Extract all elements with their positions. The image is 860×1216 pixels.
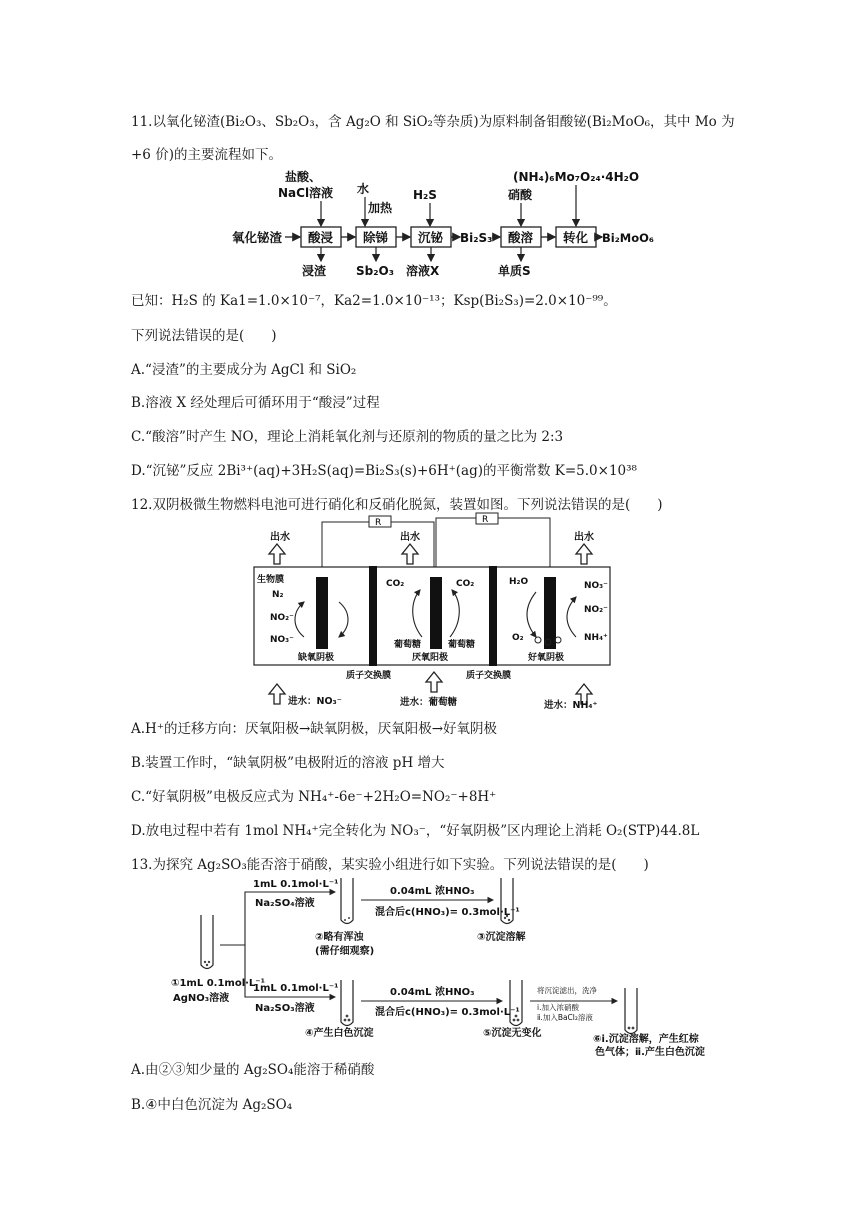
species-n2: N₂ — [272, 590, 284, 600]
resistor-right-label: R — [482, 515, 489, 525]
species-no3-right: NO₃⁻ — [584, 581, 608, 591]
inlet-middle: 进水：葡萄糖 — [400, 697, 458, 708]
flow-bottom-sulfur: 单质S — [498, 264, 531, 278]
q13-option-a: A.由②③知少量的 Ag₂SO₄能溶于稀硝酸 — [131, 1062, 375, 1078]
species-co2-b: CO₂ — [456, 579, 475, 589]
result-2b: (需仔细观察) — [315, 946, 375, 957]
flow-start: 氧化铋渣 — [232, 230, 283, 245]
flow-box-precip-bi: 沉铋 — [418, 230, 444, 245]
q13-experiment-diagram — [165, 870, 725, 1058]
membrane-left: 质子交换膜 — [346, 671, 392, 681]
flow-box-acid-dissolve: 酸溶 — [508, 230, 534, 245]
result-4: ④产生白色沉淀 — [305, 1028, 374, 1039]
bottom-add-conc: 1mL 0.1mol·L⁻¹ — [253, 983, 339, 994]
start-agno3: AgNO₃溶液 — [173, 993, 230, 1004]
filter-step-ii: ⅱ.加入BaCl₂溶液 — [537, 1013, 593, 1022]
flow-mid: Bi₂S₃ — [460, 231, 493, 245]
resistor-left-label: R — [375, 518, 382, 528]
result-6a: ⑥ⅰ.沉淀溶解，产生红棕 — [593, 1034, 699, 1045]
flow-top-hcl: 盐酸、 — [285, 170, 322, 184]
q11-option-d: D.“沉铋”反应 2Bi³⁺(aq)+3H₂S(aq)=Bi₂S₃(s)+6H⁺(ag)的平衡常数 K=5.0×10³⁸ — [131, 463, 637, 479]
species-nh4: NH₄⁺ — [584, 633, 608, 643]
flow-top-h2s: H₂S — [413, 188, 437, 202]
inlet-right: 进水：NH₄⁺ — [544, 700, 598, 711]
species-no2-right: NO₂⁻ — [584, 605, 608, 615]
outlet-left: 出水 — [270, 532, 290, 543]
electrode-aerobic-cathode: 好氧阴极 — [528, 653, 565, 663]
flow-box-remove-sb: 除锑 — [363, 230, 389, 245]
flow-top-hno3: 硝酸 — [508, 188, 533, 202]
bottom-acid-amount: 0.04mL 浓HNO₃ — [390, 987, 475, 998]
q11-flowchart — [230, 165, 654, 283]
flow-bottom-solution-x: 溶液X — [406, 264, 440, 278]
species-no2-left: NO₂⁻ — [270, 613, 294, 623]
electrode-anoxic-cathode: 缺氧阴极 — [298, 653, 335, 663]
result-2a: ②略有浑浊 — [315, 932, 364, 943]
bottom-add-na2so3: Na₂SO₃溶液 — [255, 1003, 315, 1014]
species-o2: O₂ — [512, 633, 524, 643]
flow-box-convert: 转化 — [563, 230, 589, 245]
result-6b: 色气体；ⅱ.产生白色沉淀 — [595, 1047, 705, 1058]
bottom-acid-conc: 混合后c(HNO₃)= 0.3mol·L⁻¹ — [375, 1007, 520, 1018]
biofilm-label: 生物膜 — [257, 575, 285, 585]
q11-option-b: B.溶液 X 经处理后可循环用于“酸浸”过程 — [131, 395, 380, 411]
flow-top-nacl: NaCl溶液 — [278, 186, 334, 200]
q11-question: 下列说法错误的是( ) — [131, 328, 277, 344]
q11-stem-line2: +6 价)的主要流程如下。 — [131, 147, 282, 163]
species-co2-a: CO₂ — [386, 579, 405, 589]
flow-bottom-residue: 浸渣 — [302, 264, 327, 278]
q11-option-a: A.“浸渣”的主要成分为 AgCl 和 SiO₂ — [131, 362, 357, 378]
species-glucose-a: 葡萄糖 — [394, 640, 422, 650]
flow-end: Bi₂MoO₆ — [602, 231, 654, 245]
q12-option-d: D.放电过程中若有 1mol NH₄⁺完全转化为 NO₃⁻，“好氧阴极”区内理论上消耗 O₂(STP)44.8L — [131, 823, 700, 839]
top-add-conc: 1mL 0.1mol·L⁻¹ — [253, 879, 339, 890]
start-conc: ①1mL 0.1mol·L⁻¹ — [171, 978, 265, 989]
species-no3-left: NO₃⁻ — [270, 635, 294, 645]
filter-step-i: ⅰ.加入浓硝酸 — [537, 1003, 579, 1012]
q12-option-a: A.H⁺的迁移方向：厌氧阳极→缺氧阴极，厌氧阳极→好氧阴极 — [131, 721, 498, 737]
flow-top-molybdate: (NH₄)₆Mo₇O₂₄·4H₂O — [513, 170, 640, 184]
inlet-left: 进水：NO₃⁻ — [288, 696, 342, 707]
outlet-middle: 出水 — [400, 532, 420, 543]
q11-known: 已知：H₂S 的 Ka1=1.0×10⁻⁷，Ka2=1.0×10⁻¹³；Ksp(Bi₂S₃)=2.0×10⁻⁹⁹。 — [131, 293, 617, 309]
q12-stem: 12.双阴极微生物燃料电池可进行硝化和反硝化脱氮，装置如图。下列说法错误的是( ) — [131, 497, 663, 513]
flow-box-acid-leach: 酸浸 — [308, 230, 334, 245]
filter-step: 将沉淀滤出，洗净 — [537, 986, 597, 995]
flow-top-water: 水 — [357, 182, 370, 196]
result-5: ⑤沉淀无变化 — [483, 1028, 542, 1039]
top-add-na2so4: Na₂SO₄溶液 — [255, 898, 315, 909]
membrane-right: 质子交换膜 — [466, 671, 512, 681]
q13-stem: 13.为探究 Ag₂SO₃能否溶于硝酸，某实验小组进行如下实验。下列说法错误的是( ) — [131, 857, 649, 873]
q11-option-c: C.“酸溶”时产生 NO，理论上消耗氧化剂与还原剂的物质的量之比为 2:3 — [131, 429, 564, 445]
q13-option-b: B.④中白色沉淀为 Ag₂SO₄ — [131, 1097, 293, 1113]
species-glucose-b: 葡萄糖 — [448, 640, 476, 650]
top-acid-amount: 0.04mL 浓HNO₃ — [390, 886, 475, 897]
electrode-anaerobic-anode: 厌氧阳极 — [412, 653, 449, 663]
species-h2o: H₂O — [509, 577, 529, 587]
result-3: ③沉淀溶解 — [477, 932, 526, 943]
q12-cell-diagram — [244, 512, 620, 712]
q11-stem-line1: 11.以氧化铋渣(Bi₂O₃、Sb₂O₃，含 Ag₂O 和 SiO₂等杂质)为原料制备钼酸铋(Bi₂MoO₆，其中 Mo 为 — [131, 114, 735, 130]
flow-top-heat: 加热 — [368, 201, 393, 215]
q12-option-b: B.装置工作时，“缺氧阴极”电极附近的溶液 pH 增大 — [131, 755, 445, 771]
outlet-right: 出水 — [574, 532, 594, 543]
flow-bottom-sb2o3: Sb₂O₃ — [356, 264, 394, 278]
q12-option-c: C.“好氧阴极”电极反应式为 NH₄⁺-6e⁻+2H₂O=NO₂⁻+8H⁺ — [131, 789, 497, 805]
top-acid-conc: 混合后c(HNO₃)= 0.3mol·L⁻¹ — [375, 907, 520, 918]
